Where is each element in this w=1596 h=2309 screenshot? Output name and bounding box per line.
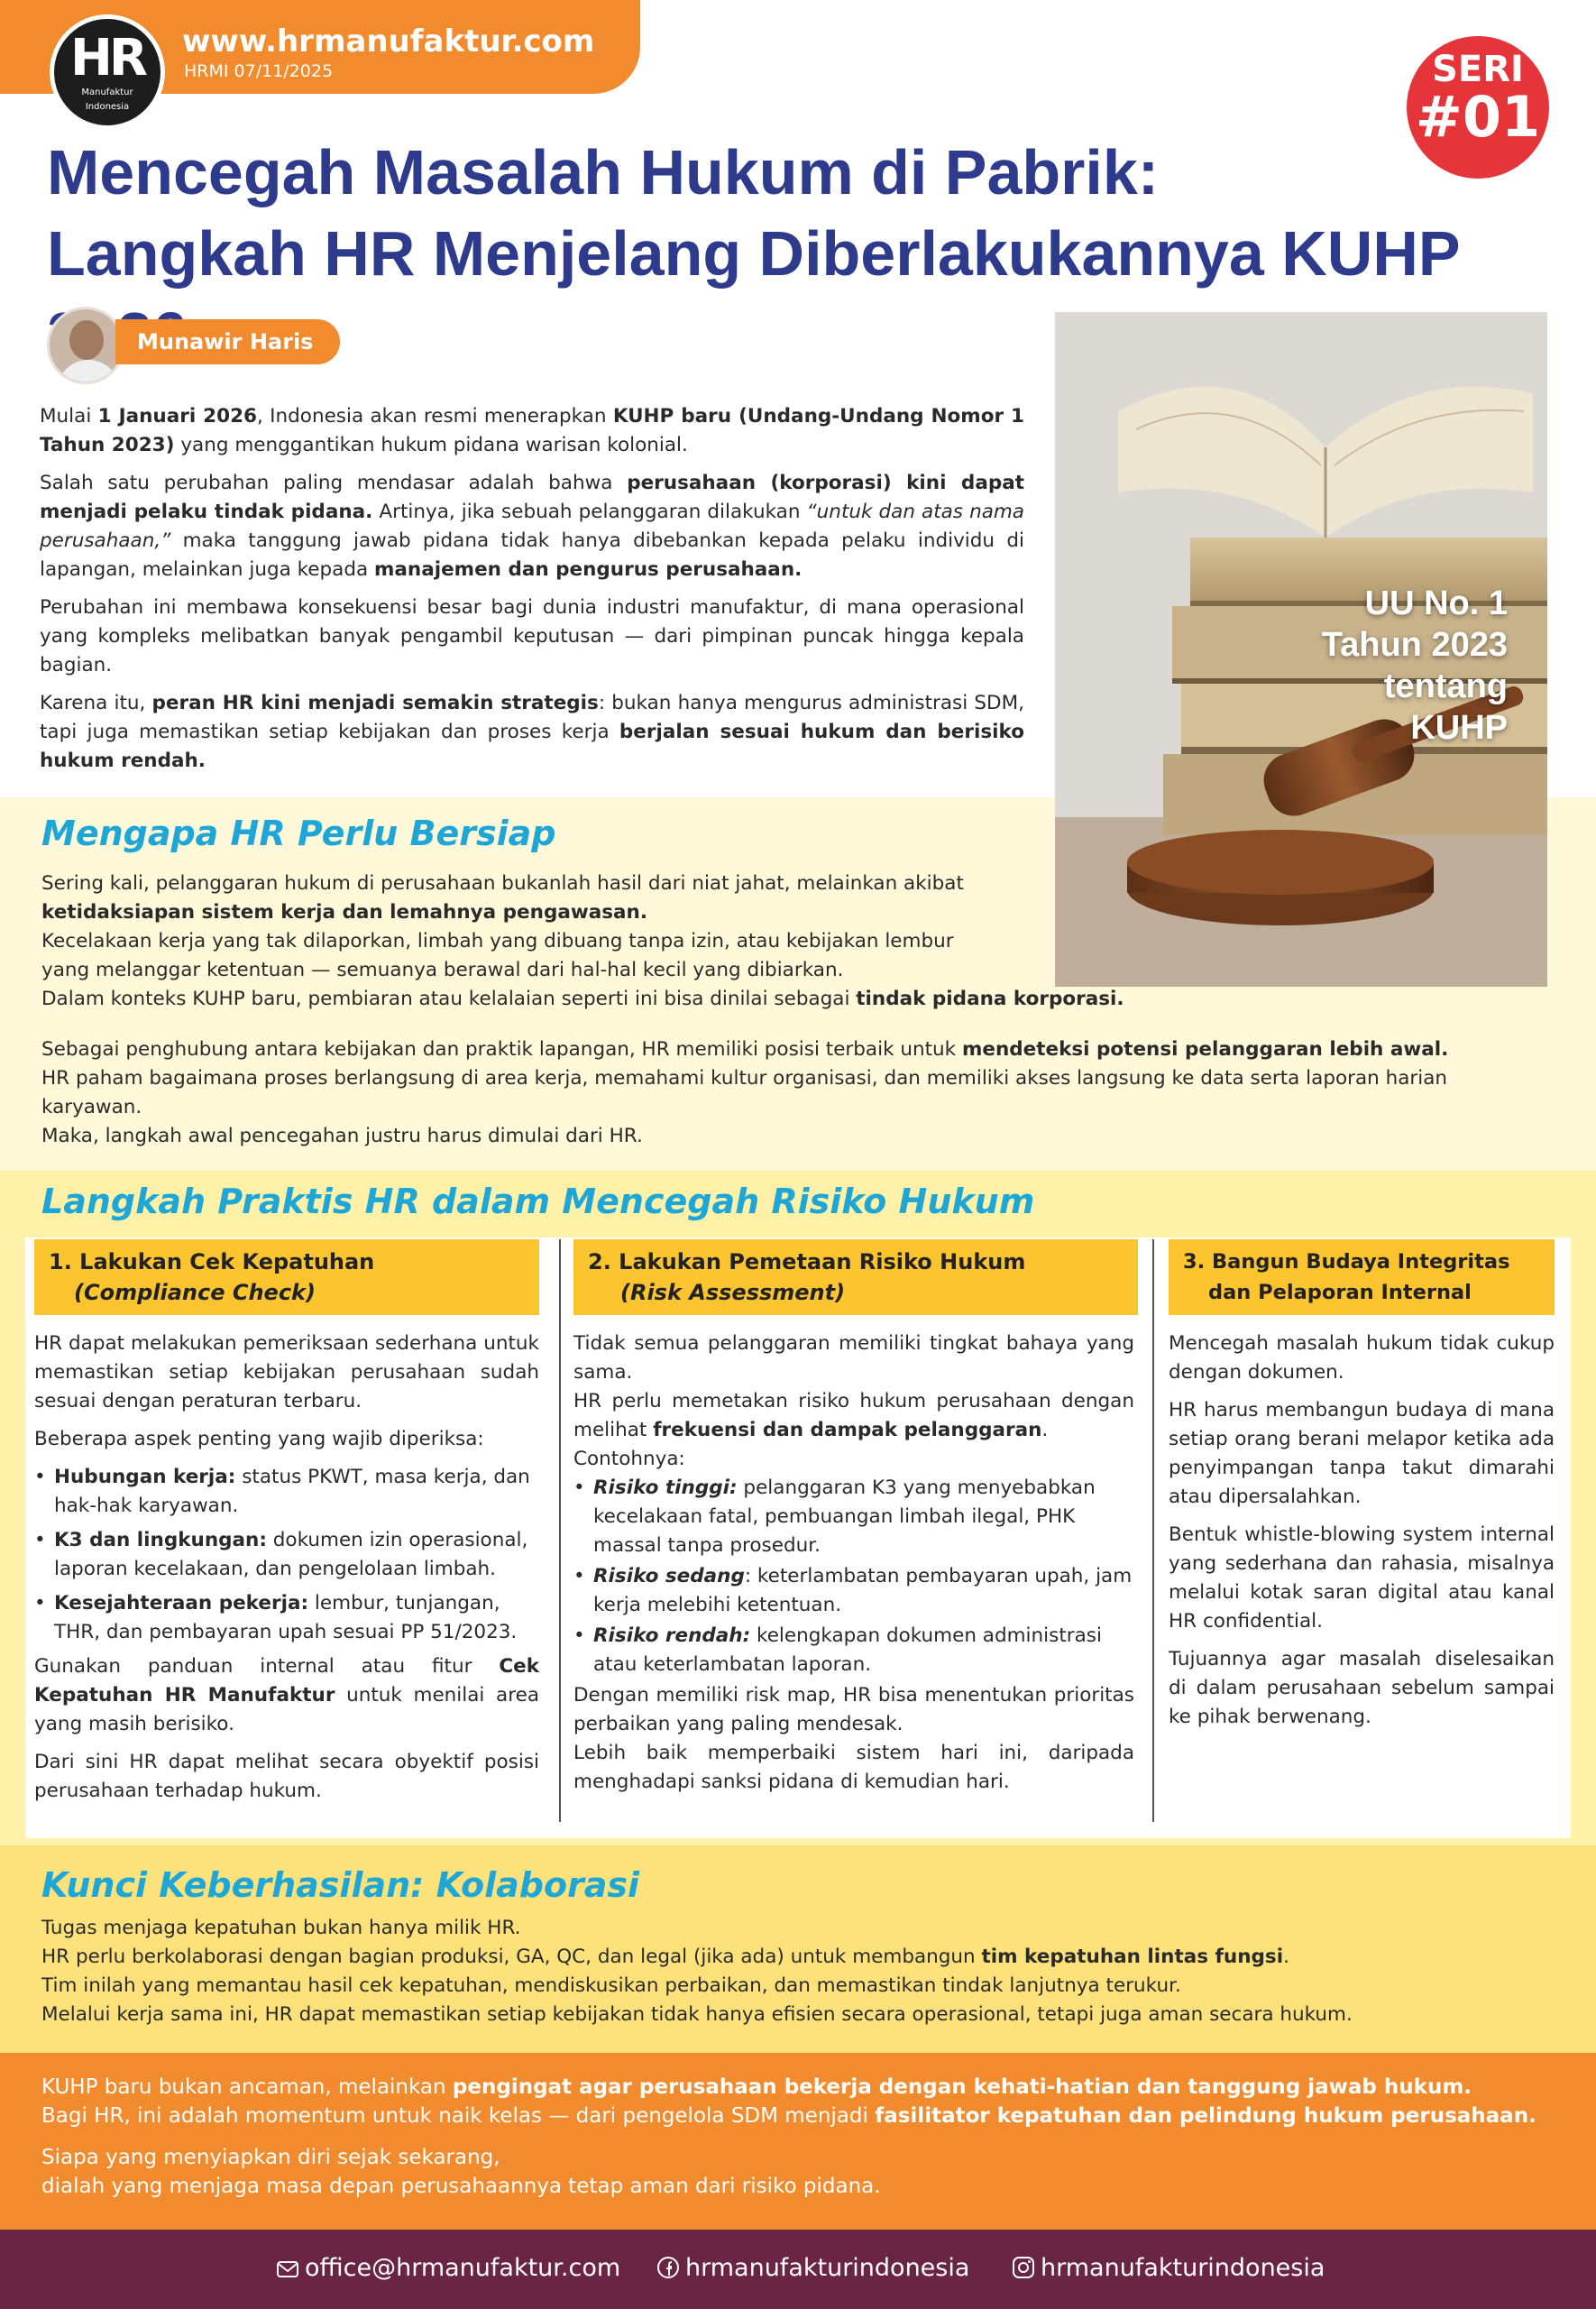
section-closing	[0, 2053, 1596, 2230]
logo-mark: HR	[70, 29, 144, 87]
logo-subtitle-1: Manufaktur	[81, 87, 133, 97]
step-2-body: Tidak semua pelanggaran memiliki tingkat bahaya yang sama. HR perlu memetakan risiko hukum perusahaan dengan melihat frekuensi dan dampak pelanggaran. Contohnya: • Risiko tinggi: pelanggaran K3 yang menyebabkan kecelakaan fatal, pembuangan limbah ilegal, PHK massal tanpa prosedur. • Risiko sedang: keterlambatan pembayaran upah, jam kerja melebihi ketentuan. • Risiko rendah: kelengkapan dokumen administrasi atau keterlambatan laporan. Dengan memiliki risk map, HR bisa menentukan prioritas perbaikan yang paling mendesak. Lebih baik memperbaiki sistem hari ini, daripada menghadapi sanksi pidana di kemudian hari.	[573, 1329, 1134, 1797]
section-practical-steps	[0, 1171, 1596, 1845]
step-1-header: 1. Lakukan Cek Kepatuhan (Compliance Check)	[34, 1239, 539, 1315]
list-item: • Risiko tinggi: pelanggaran K3 yang menyebabkan kecelakaan fatal, pembuangan limbah ilegal, PHK massal tanpa prosedur.	[573, 1474, 1134, 1560]
series-number: #01	[1415, 84, 1541, 150]
section-why-hr-text-b: Sebagai penghubung antara kebijakan dan praktik lapangan, HR memiliki posisi terbaik untuk mendeteksi potensi pelanggaran lebih awal. HR paham bagaimana proses berlangsung di area kerja, memahami kultur organisasi, dan memiliki akses langsung ke data serta laporan harian karyawan. Maka, langkah awal pencegahan justru harus dimulai dari HR.	[41, 1038, 1449, 1147]
email-icon	[276, 2259, 299, 2279]
step-1-body: HR dapat melakukan pemeriksaan sederhana untuk memastikan setiap kebijakan perusahaan sudah sesuai dengan peraturan terbaru. Beberapa aspek penting yang wajib diperiksa: • Hubungan kerja: status PKWT, masa kerja, dan hak-hak karyawan. • K3 dan lingkungan: dokumen izin operasional, laporan kecelakaan, dan pengelolaan limbah. • Kesejahteraan pekerja: lembur, tunjangan, THR, dan pembayaran upah sesuai PP 51/2023. Gunakan panduan internal atau fitur Cek Kepatuhan HR Manufaktur untuk menilai area yang masih berisiko. Dari sini HR dapat melihat secara obyektif posisi perusahaan terhadap hukum.	[34, 1329, 539, 1815]
document-code: HRMI 07/11/2025	[184, 61, 334, 81]
step-2-header: 2. Lakukan Pemetaan Risiko Hukum (Risk Assessment)	[573, 1239, 1138, 1315]
footer	[0, 2230, 1596, 2309]
column-divider	[1152, 1239, 1154, 1822]
site-url-link[interactable]: www.hrmanufaktur.com	[182, 23, 595, 60]
intro-paragraph-4: Karena itu, peran HR kini menjadi semakin strategis: bukan hanya mengurus administrasi SDM, tapi juga memastikan setiap kebijakan dan proses kerja berjalan sesuai hukum dan berisiko hukum rendah.	[40, 692, 1024, 772]
logo-subtitle-2: Indonesia	[85, 102, 130, 112]
closing-text-a: KUHP baru bukan ancaman, melainkan pengingat agar perusahaan bekerja dengan kehati-hatian dan tanggung jawab hukum. Bagi HR, ini adalah momentum untuk naik kelas — dari pengelola SDM menjadi fasilitator kepatuhan dan pelindung hukum perusahaan.	[41, 2075, 1536, 2128]
title-line-1: Mencegah Masalah Hukum di Pabrik:	[47, 137, 1160, 207]
author-avatar	[47, 307, 124, 384]
footer-instagram[interactable]: hrmanufakturindonesia	[1012, 2253, 1325, 2284]
intro-paragraph-2: Salah satu perubahan paling mendasar adalah bahwa perusahaan (korporasi) kini dapat menjadi pelaku tindak pidana. Artinya, jika sebuah pelanggaran dilakukan “untuk dan atas nama perusahaan,” maka tanggung jawab pidana tidak hanya dibebankan kepada pelaku individu di lapangan, melainkan juga kepada manajemen dan pengurus perusahaan.	[40, 472, 1025, 581]
list-item: • Risiko rendah: kelengkapan dokumen administrasi atau keterlambatan laporan.	[573, 1622, 1134, 1679]
list-item: • Risiko sedang: keterlambatan pembayaran upah, jam kerja melebihi ketentuan.	[573, 1562, 1134, 1620]
brand-logo[interactable]	[50, 14, 165, 130]
intro-paragraph-3: Perubahan ini membawa konsekuensi besar bagi dunia industri manufaktur, di mana operasional yang kompleks melibatkan banyak pengambil keputusan — dari pimpinan puncak hingga kepala bagian.	[40, 596, 1024, 676]
law-book-gavel-image	[1055, 312, 1547, 987]
step-3-body: Mencegah masalah hukum tidak cukup dengan dokumen. HR harus membangun budaya di mana setiap orang berani melapor ketika ada penyimpangan tanpa takut dimarahi atau dipersalahkan. Bentuk whistle-blowing system internal yang sederhana dan rahasia, misalnya melalui kotak saran digital atau kanal HR confidential. Tujuannya agar masalah diselesaikan di dalam perusahaan sebelum sampai ke pihak berwenang.	[1169, 1332, 1555, 1728]
column-divider	[559, 1239, 561, 1822]
closing-text-b: Siapa yang menyiapkan diri sejak sekarang, dialah yang menjaga masa depan perusahaannya tetap aman dari risiko pidana.	[41, 2146, 881, 2198]
intro-text	[40, 402, 1024, 785]
series-label: SERI	[1432, 49, 1524, 90]
list-item: • Kesejahteraan pekerja: lembur, tunjangan, THR, dan pembayaran upah sesuai PP 51/2023.	[34, 1589, 539, 1647]
image-caption: UU No. 1 Tahun 2023 tentang KUHP	[1321, 584, 1508, 747]
list-item: • Hubungan kerja: status PKWT, masa kerja, dan hak-hak karyawan.	[34, 1463, 539, 1521]
section-collaboration	[0, 1845, 1596, 2053]
section-collaboration-title: Kunci Keberhasilan: Kolaborasi	[41, 1865, 640, 1905]
instagram-icon	[1012, 2256, 1035, 2279]
list-item: • K3 dan lingkungan: dokumen izin operasional, laporan kecelakaan, dan pengelolaan limbah.	[34, 1526, 539, 1584]
title-line-2: Langkah HR Menjelang Diberlakukannya KUHP	[47, 218, 1460, 289]
facebook-icon	[656, 2256, 680, 2279]
author-name: Munawir Haris	[115, 319, 340, 364]
section-why-hr-title: Mengapa HR Perlu Bersiap	[41, 814, 556, 853]
footer-email[interactable]: office@hrmanufaktur.com	[276, 2253, 620, 2284]
section-why-hr-text-a: Sering kali, pelanggaran hukum di perusahaan bukanlah hasil dari niat jahat, melainkan akibat ketidaksiapan sistem kerja dan lemahnya pengawasan. Kecelakaan kerja yang tak dilaporkan, limbah yang dibuang tanpa izin, atau kebijakan lembur yang melanggar ketentuan — semuanya berawal dari hal-hal kecil yang dibiarkan. Dalam konteks KUHP baru, pembiaran atau kelalaian seperti ini bisa dinilai sebagai tindak pidana korporasi.	[41, 872, 1124, 1010]
footer-facebook[interactable]: hrmanufakturindonesia	[656, 2253, 969, 2284]
section-collaboration-text: Tugas menjaga kepatuhan bukan hanya milik HR. HR perlu berkolaborasi dengan bagian produksi, GA, QC, dan legal (jika ada) untuk membangun tim kepatuhan lintas fungsi. Tim inilah yang memantau hasil cek kepatuhan, mendiskusikan perbaikan, dan memastikan tindak lanjutnya terukur. Melalui kerja sama ini, HR dapat memastikan setiap kebijakan tidak hanya efisien secara operasional, tetapi juga aman secara hukum.	[41, 1917, 1353, 2026]
step-3-header: 3. Bangun Budaya Integritas dan Pelaporan Internal	[1169, 1239, 1555, 1315]
intro-paragraph-1: Mulai 1 Januari 2026, Indonesia akan resmi menerapkan KUHP baru (Undang-Undang Nomor 1 Tahun 2023) yang menggantikan hukum pidana warisan kolonial.	[40, 405, 1025, 456]
section-practical-steps-title: Langkah Praktis HR dalam Mencegah Risiko Hukum	[41, 1182, 1035, 1221]
